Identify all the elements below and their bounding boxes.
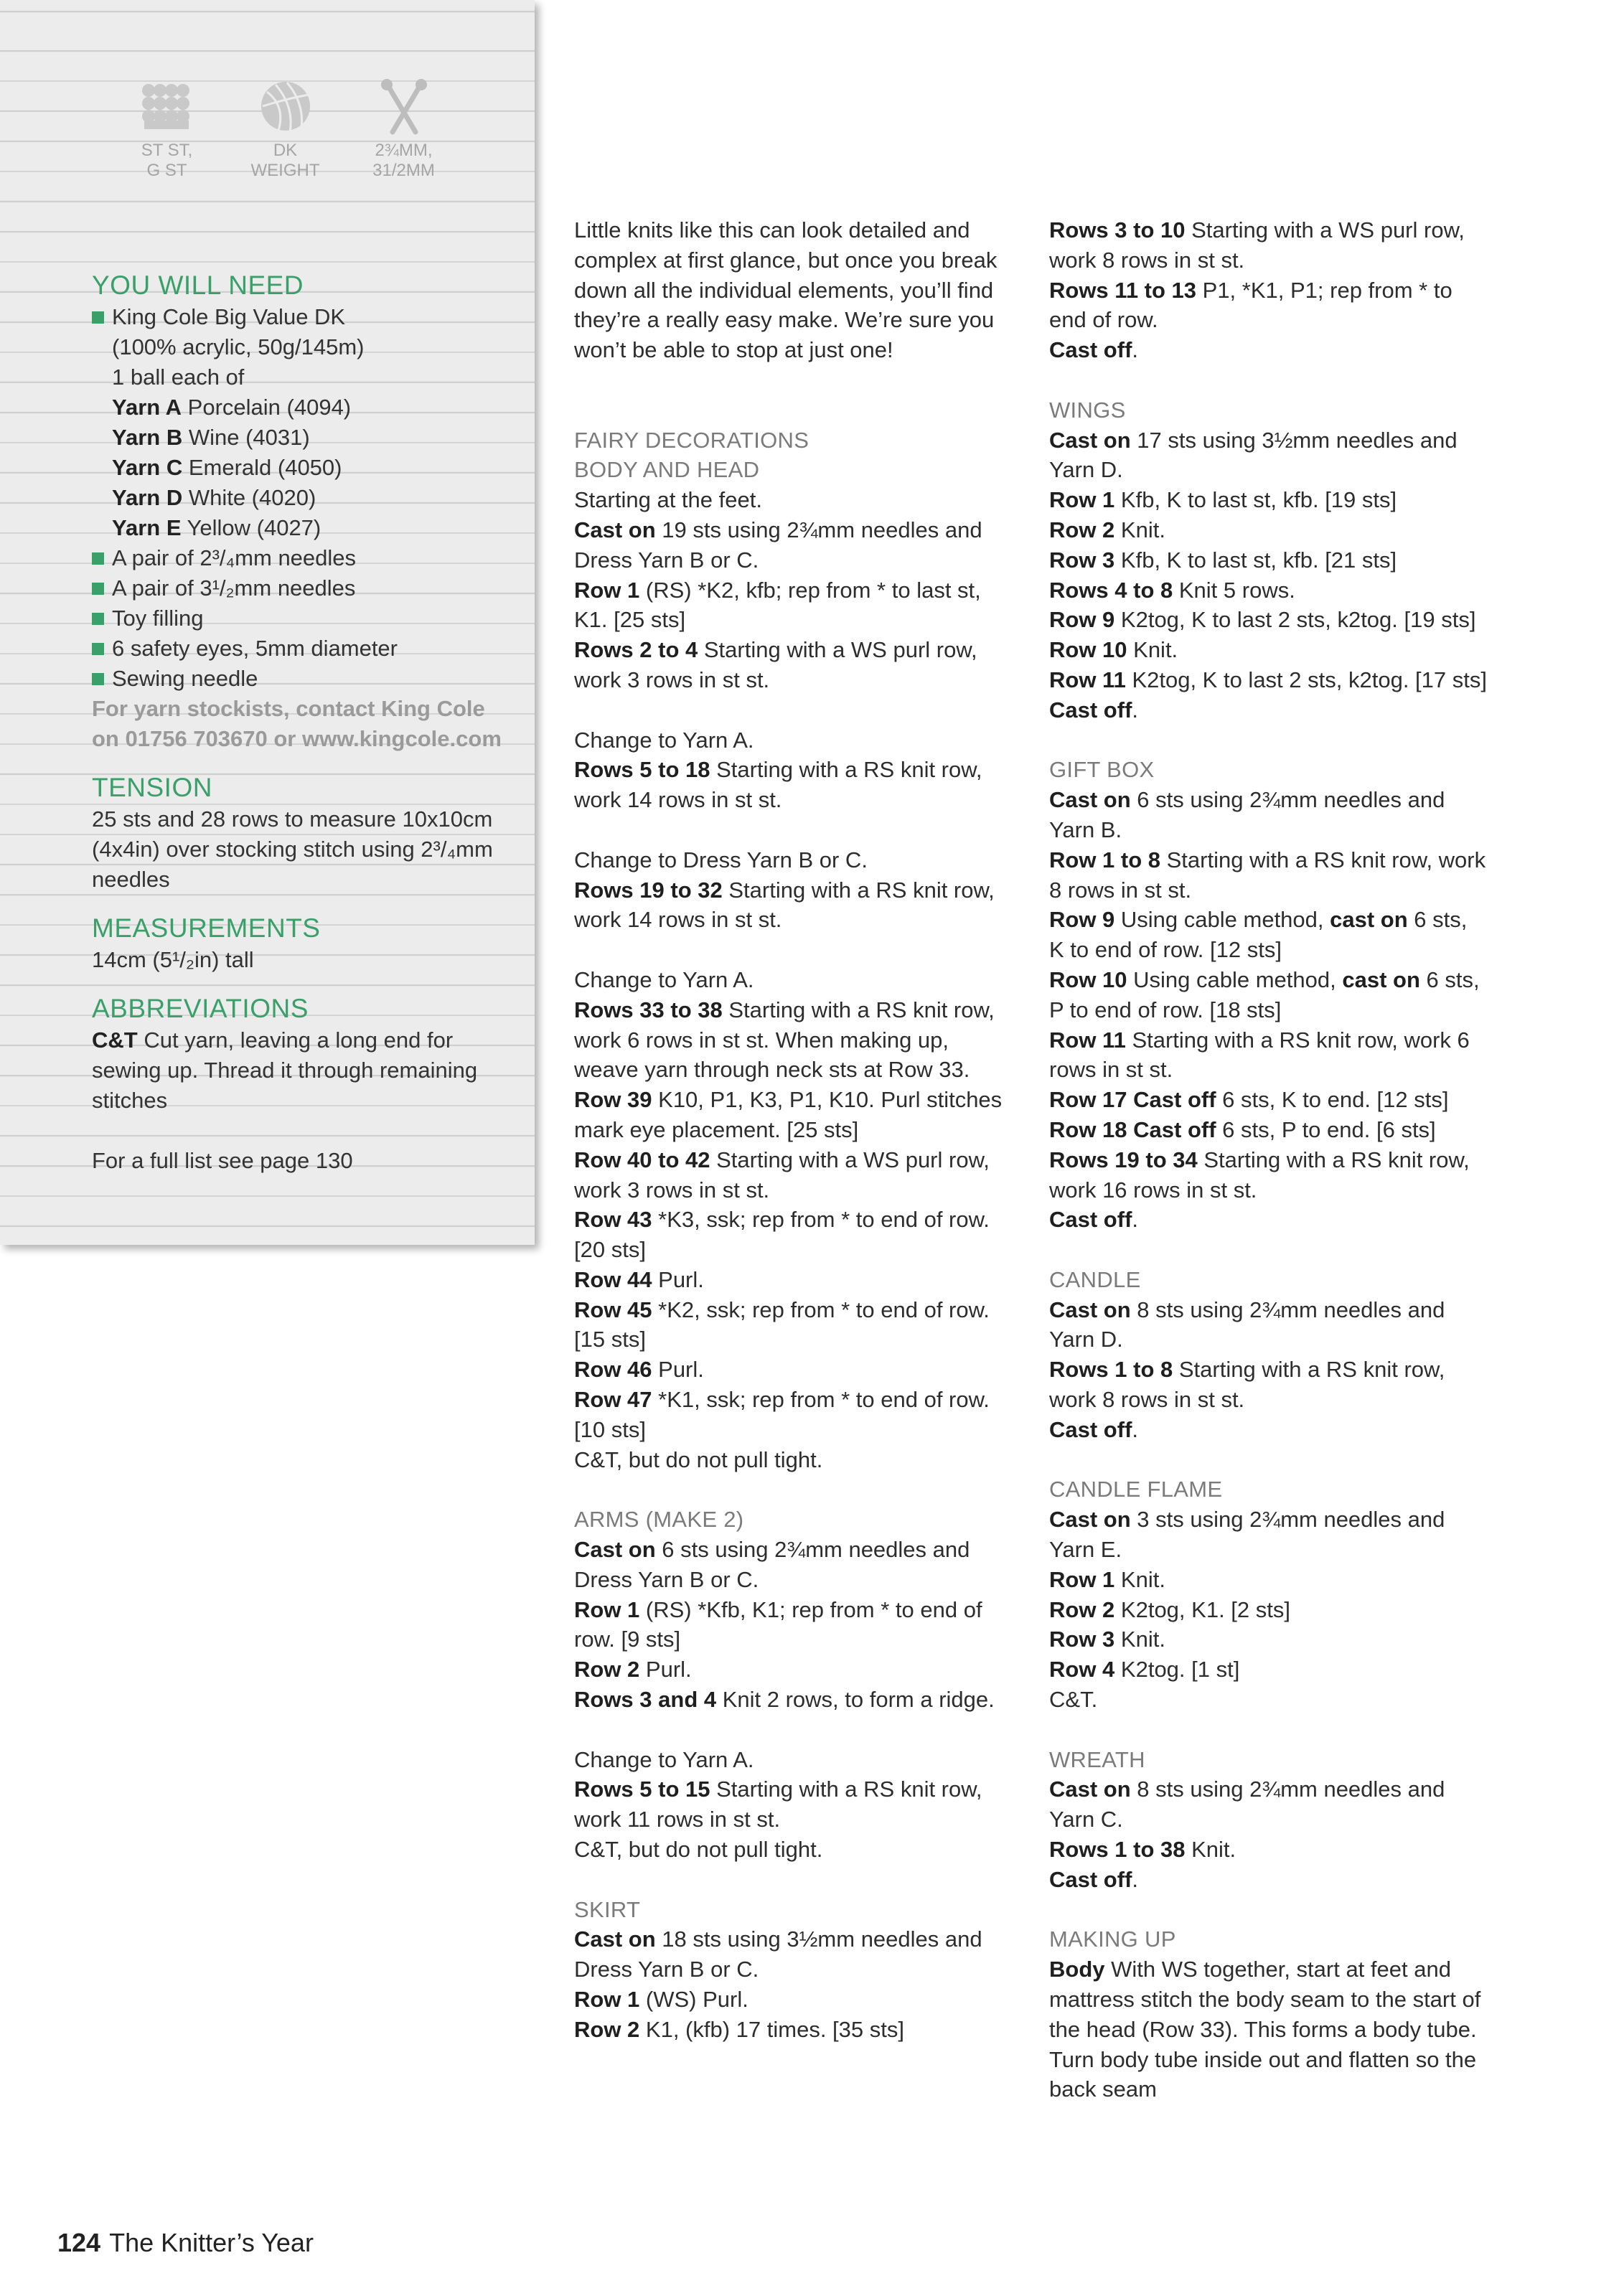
row-label: Row 39: [574, 1087, 652, 1113]
instruction-row: [574, 1085, 1012, 1145]
paragraph: C&T, but do not pull tight.: [574, 1837, 823, 1863]
yarn-label: Yarn B: [112, 425, 183, 450]
abbreviation-entry: [92, 1025, 515, 1116]
row-text: P1, *K1, P1; rep from * to end of row.: [1049, 277, 1452, 333]
row-label: Cast off: [1049, 1207, 1132, 1233]
paragraph: C&T, but do not pull tight.: [574, 1446, 823, 1472]
stitch-icon: [139, 77, 196, 135]
section-heading: BODY AND HEAD: [574, 457, 760, 483]
instruction-row: [574, 995, 1012, 1085]
row-label: Row 17 Cast off: [1049, 1087, 1216, 1113]
row-text: Kfb, K to last st, kfb. [21 sts]: [1114, 547, 1397, 573]
measurements-text: 14cm (5¹/₂in) tall: [92, 947, 254, 972]
instruction-row: [1049, 215, 1487, 276]
instruction-row: [1049, 1415, 1487, 1445]
yarn-value: Emerald (4050): [182, 455, 342, 480]
row-label: Row 2: [574, 2016, 640, 2042]
row-label: Cast on: [1049, 1297, 1131, 1322]
row-label: Rows 5 to 15: [574, 1777, 710, 1802]
row-label: Rows 1 to 8: [1049, 1357, 1173, 1383]
row-text: Knit.: [1114, 517, 1165, 542]
spacer: [1049, 1235, 1487, 1265]
instruction-row: [574, 1924, 1012, 1985]
list-item: [92, 302, 515, 332]
row-label: Rows 11 to 13: [1049, 277, 1197, 303]
row-text: Starting with a RS knit row, work 11 rows in st st.: [574, 1777, 982, 1832]
instruction-row: [1049, 1954, 1487, 2104]
caption-line: DK: [273, 141, 298, 160]
yarn-line: [92, 483, 515, 513]
instruction-row: [574, 1595, 1012, 1655]
yarn-value: White (4020): [182, 485, 316, 510]
instruction-row: [574, 1535, 1012, 1595]
instruction-row: [1049, 485, 1487, 515]
bullet-square-icon: [92, 613, 104, 625]
row-text: Knit 2 rows, to form a ridge.: [716, 1687, 995, 1713]
row-label: Row 3: [1049, 1627, 1115, 1652]
need-heading: YOU WILL NEED: [92, 270, 304, 300]
row-text: 6 sts using 2¾mm needles and Yarn B.: [1049, 787, 1445, 842]
row-label: Row 43: [574, 1207, 652, 1233]
row-text: .: [1132, 1207, 1139, 1233]
row-label: Cast on: [574, 1926, 656, 1952]
instruction-row: [574, 1385, 1012, 1445]
instruction-row: [1049, 695, 1487, 725]
instruction-row: [1049, 1865, 1487, 1895]
yarn-value: Porcelain (4094): [182, 395, 352, 420]
row-label: Row 11: [1049, 1027, 1126, 1053]
row-text: Starting with a WS purl row, work 3 rows in st st.: [574, 1147, 990, 1203]
yarn-ball-icon: [257, 77, 314, 135]
spacer: [1049, 725, 1487, 756]
row-label: Row 10: [1049, 966, 1127, 992]
row-text: Knit.: [1114, 1627, 1165, 1652]
instruction-row: [1049, 515, 1487, 545]
row-label: Row 1: [574, 577, 640, 603]
yarn-line: [92, 392, 515, 423]
row-text: K2tog, K1. [2 sts]: [1114, 1596, 1290, 1622]
instruction-row: [574, 635, 1012, 695]
abbreviations-heading: ABBREVIATIONS: [92, 994, 309, 1023]
list-item: [92, 573, 515, 603]
pattern-column-1: [574, 215, 1012, 2045]
row-label: Cast off: [1049, 1866, 1132, 1892]
yarn-value: Yellow (4027): [181, 515, 321, 540]
row-label: Rows 33 to 38: [574, 997, 723, 1022]
yarn-line: [92, 423, 515, 453]
abbr-text: Cut yarn, leaving a long end for sewing up. Thread it through remaining stitches: [92, 1027, 478, 1113]
instruction-row: [574, 515, 1012, 575]
instruction-row: [574, 755, 1012, 815]
weight-caption: [226, 141, 344, 181]
instruction-row: [1049, 276, 1487, 336]
instruction-row: [1049, 1085, 1487, 1115]
row-text: Using cable method,: [1114, 907, 1330, 933]
row-text: (RS) *Kfb, K1; rep from * to end of row. [9 sts]: [574, 1596, 982, 1652]
row-text: *K2, ssk; rep from * to end of row. [15 sts]: [574, 1297, 990, 1352]
paragraph: Change to Yarn A.: [574, 966, 754, 992]
spacer: [1049, 1895, 1487, 1925]
tension-text: 25 sts and 28 rows to measure 10x10cm (4x4in) over stocking stitch using 2³/₄mm needles: [92, 806, 493, 892]
row-text: 6 sts, K to end. [12 sts]: [1216, 1087, 1449, 1113]
row-label: Row 1: [574, 1987, 640, 2013]
instruction-row: [574, 875, 1012, 936]
spacer: [574, 395, 1012, 425]
spacer: [574, 1715, 1012, 1745]
row-text: Knit.: [1127, 637, 1178, 663]
row-label: Row 2: [574, 1657, 640, 1683]
bullet-square-icon: [92, 673, 104, 685]
instruction-row: [1049, 905, 1487, 965]
instruction-row: [574, 575, 1012, 636]
instruction-row: [1049, 845, 1487, 905]
instruction-row: [1049, 1655, 1487, 1685]
row-label: Cast on: [574, 1537, 656, 1563]
caption-line: ST ST,: [141, 141, 193, 160]
row-text: Starting with a RS knit row, work 16 rows in st st.: [1049, 1147, 1470, 1203]
yarn-line: [92, 453, 515, 483]
yarn-label: Yarn E: [112, 515, 182, 540]
instruction-row: [1049, 1295, 1487, 1355]
bullet-square-icon: [92, 311, 104, 324]
spacer: [1049, 1445, 1487, 1475]
yarn-label: Yarn D: [112, 485, 183, 510]
instruction-row: [1049, 575, 1487, 606]
row-text: K2tog, K to last 2 sts, k2tog. [19 sts]: [1114, 607, 1476, 633]
row-text: .: [1132, 1866, 1139, 1892]
paragraph: Change to Dress Yarn B or C.: [574, 847, 868, 872]
row-text: 3 sts using 2¾mm needles and Yarn E.: [1049, 1507, 1445, 1563]
row-label: Row 2: [1049, 517, 1115, 542]
paragraph: Starting at the feet.: [574, 487, 762, 513]
row-text: K10, P1, K3, P1, K10. Purl stitches mark eye placement. [25 sts]: [574, 1087, 1003, 1142]
spacer: [1049, 1715, 1487, 1745]
list-item: [92, 543, 515, 573]
item-text: Toy filling: [112, 606, 204, 631]
section-heading: CANDLE FLAME: [1049, 1477, 1223, 1502]
item-text: Sewing needle: [112, 666, 258, 691]
instruction-row: [1049, 1025, 1487, 1086]
caption-line: WEIGHT: [250, 161, 320, 180]
instruction-row: [574, 2015, 1012, 2045]
row-text: Starting with a RS knit row, work 6 rows in st st. When making up, weave yarn through neck sts at Row 33.: [574, 997, 995, 1083]
row-label: Cast on: [1049, 427, 1131, 453]
needle-info: [344, 77, 463, 181]
instruction-row: [1049, 605, 1487, 635]
row-label: Rows 19 to 32: [574, 877, 723, 903]
row-label: Row 1: [1049, 487, 1115, 513]
spacer: [574, 1865, 1012, 1895]
row-text: (WS) Purl.: [639, 1987, 748, 2013]
row-text: Starting with a RS knit row, work 14 rows in st st.: [574, 877, 995, 933]
paragraph: Little knits like this can look detailed and complex at first glance, but once you break down all the individual elements, you’ll find they’re a really easy make. We’re sure you won’t be able to stop at just one!: [574, 217, 998, 363]
row-label: Rows 1 to 38: [1049, 1837, 1186, 1863]
spacer: [574, 815, 1012, 845]
row-text: 6 sts, P to end. [6 sts]: [1216, 1116, 1436, 1142]
row-label: Row 3: [1049, 547, 1115, 573]
row-label: Row 44: [574, 1266, 652, 1292]
row-label: Row 9: [1049, 907, 1115, 933]
pattern-column-2: [1049, 215, 1487, 2104]
instruction-row: [1049, 1595, 1487, 1625]
instruction-row: [574, 1685, 1012, 1715]
stitch-info: [108, 77, 226, 181]
row-text: .: [1132, 1416, 1139, 1442]
needles-icon: [375, 77, 433, 135]
instruction-row: [574, 1774, 1012, 1835]
list-item: [92, 603, 515, 634]
row-label: Row 46: [574, 1357, 652, 1383]
book-title: The Knitter’s Year: [109, 2228, 314, 2257]
row-label: Cast off: [1049, 697, 1132, 723]
tension-heading: TENSION: [92, 773, 212, 802]
instruction-row: [1049, 1505, 1487, 1565]
instruction-row: [1049, 545, 1487, 575]
row-label: Rows 2 to 4: [574, 637, 698, 663]
row-label: Row 1 to 8: [1049, 847, 1161, 872]
stockists-note: For yarn stockists, contact King Cole on 01756 703670 or www.kingcole.com: [92, 696, 502, 751]
paragraph: Change to Yarn A.: [574, 727, 754, 753]
row-text: *K1, ssk; rep from * to end of row. [10 sts]: [574, 1387, 990, 1442]
row-text: K1, (kfb) 17 times. [35 sts]: [639, 2016, 904, 2042]
info-card: [0, 0, 535, 1245]
instruction-row: [1049, 1205, 1487, 1235]
row-text: Purl.: [652, 1357, 704, 1383]
bullet-square-icon: [92, 583, 104, 595]
row-label: Row 10: [1049, 637, 1127, 663]
row-text: Using cable method,: [1127, 966, 1343, 992]
spacer: [574, 695, 1012, 725]
row-label: Row 4: [1049, 1657, 1115, 1683]
page-footer: [57, 2228, 314, 2258]
row-text: 6 sts, P to end of row. [18 sts]: [1049, 966, 1480, 1022]
weight-info: [226, 77, 344, 181]
instruction-row: [574, 1655, 1012, 1685]
instruction-row: [1049, 335, 1487, 365]
row-label: Cast off: [1049, 1416, 1132, 1442]
instruction-row: [1049, 785, 1487, 845]
page-number: 124: [57, 2228, 101, 2257]
row-text: Kfb, K to last st, kfb. [19 sts]: [1114, 487, 1397, 513]
bullet-square-icon: [92, 643, 104, 655]
row-text: Starting with a RS knit row, work 8 rows in st st.: [1049, 1357, 1445, 1413]
row-text: *K3, ssk; rep from * to end of row. [20 sts]: [574, 1207, 990, 1263]
row-label: Rows 4 to 8: [1049, 577, 1173, 603]
row-text: 6 sts, K to end of row. [12 sts]: [1049, 907, 1468, 963]
section-heading: MAKING UP: [1049, 1926, 1176, 1952]
section-heading: ARMS (MAKE 2): [574, 1507, 744, 1533]
section-heading: GIFT BOX: [1049, 757, 1155, 783]
row-label: cast on: [1342, 966, 1420, 992]
icon-row: [108, 77, 463, 181]
row-label: Rows 5 to 18: [574, 757, 710, 783]
full-list-note: For a full list see page 130: [92, 1148, 353, 1173]
row-label: Cast off: [1049, 337, 1132, 363]
stitch-caption: [108, 141, 226, 181]
item-text: 6 safety eyes, 5mm diameter: [112, 636, 398, 661]
row-text: K2tog, K to last 2 sts, k2tog. [17 sts]: [1125, 667, 1487, 692]
row-text: Purl.: [652, 1266, 704, 1292]
row-label: Row 40 to 42: [574, 1147, 710, 1172]
list-item: [92, 664, 515, 694]
spacer: [574, 365, 1012, 395]
spacer: [1049, 365, 1487, 395]
instruction-row: [1049, 1774, 1487, 1835]
instruction-row: [1049, 1624, 1487, 1655]
instruction-row: [574, 1265, 1012, 1295]
row-text: 17 sts using 3½mm needles and Yarn D.: [1049, 427, 1458, 483]
row-label: Row 1: [574, 1596, 640, 1622]
section-heading: SKIRT: [574, 1896, 641, 1922]
yarn-each: 1 ball each of: [112, 364, 245, 390]
instruction-row: [1049, 1145, 1487, 1205]
instruction-row: [574, 1205, 1012, 1265]
instruction-row: [1049, 1355, 1487, 1415]
paragraph: Change to Yarn A.: [574, 1746, 754, 1772]
row-text: Starting with a RS knit row, work 8 rows in st st.: [1049, 847, 1486, 903]
measurements-heading: MEASUREMENTS: [92, 913, 321, 943]
instruction-row: [1049, 425, 1487, 486]
section-heading: WINGS: [1049, 397, 1126, 423]
section-heading: CANDLE: [1049, 1266, 1141, 1292]
row-text: Starting with a WS purl row, work 3 rows in st st.: [574, 637, 977, 692]
row-label: Cast on: [574, 517, 656, 542]
row-label: Cast on: [1049, 1777, 1131, 1802]
section-heading: WREATH: [1049, 1746, 1145, 1772]
yarn-value: Wine (4031): [182, 425, 310, 450]
instruction-row: [1049, 665, 1487, 695]
row-text: (RS) *K2, kfb; rep from * to last st, K1. [25 sts]: [574, 577, 981, 633]
row-text: Starting with a RS knit row, work 14 rows in st st.: [574, 757, 982, 813]
instruction-row: [1049, 1115, 1487, 1145]
instruction-row: [1049, 965, 1487, 1025]
row-text: 18 sts using 3½mm needles and Dress Yarn B or C.: [574, 1926, 982, 1982]
row-label: Cast on: [1049, 1507, 1131, 1533]
instruction-row: [1049, 635, 1487, 665]
section-heading: FAIRY DECORATIONS: [574, 427, 809, 453]
row-label: Row 18 Cast off: [1049, 1116, 1216, 1142]
yarn-label: Yarn A: [112, 395, 182, 420]
row-label: Rows 19 to 34: [1049, 1147, 1198, 1172]
row-label: Body: [1049, 1957, 1105, 1982]
row-text: K2tog. [1 st]: [1114, 1657, 1240, 1683]
row-label: Row 45: [574, 1297, 652, 1322]
yarn-detail: (100% acrylic, 50g/145m): [112, 334, 365, 359]
abbr-term: C&T: [92, 1027, 138, 1053]
row-label: Row 1: [1049, 1566, 1115, 1592]
list-item: [92, 634, 515, 664]
item-text: A pair of 3¹/₂mm needles: [112, 575, 356, 601]
row-text: .: [1132, 337, 1139, 363]
row-text: With WS together, start at feet and mattress stitch the body seam to the start of the head (Row 33). This forms a body tube. Turn body tube inside out and flatten so the back seam: [1049, 1957, 1481, 2102]
caption-line: G ST: [146, 161, 187, 180]
row-text: 6 sts using 2¾mm needles and Dress Yarn B or C.: [574, 1537, 970, 1592]
instruction-row: [574, 1355, 1012, 1385]
row-label: Row 9: [1049, 607, 1115, 633]
bullet-square-icon: [92, 552, 104, 565]
paragraph: C&T.: [1049, 1687, 1098, 1713]
yarn-label: Yarn C: [112, 455, 183, 480]
item-text: King Cole Big Value DK: [112, 304, 346, 329]
yarn-line: [92, 513, 515, 543]
instruction-row: [1049, 1835, 1487, 1865]
spacer: [574, 1474, 1012, 1505]
row-label: Row 47: [574, 1387, 652, 1413]
row-text: 8 sts using 2¾mm needles and Yarn D.: [1049, 1297, 1445, 1352]
row-label: Rows 3 and 4: [574, 1687, 717, 1713]
row-text: Starting with a WS purl row, work 8 rows in st st.: [1049, 217, 1465, 273]
instruction-row: [574, 1145, 1012, 1205]
row-text: Knit.: [1185, 1837, 1236, 1863]
instruction-row: [574, 1985, 1012, 2015]
row-label: cast on: [1330, 907, 1408, 933]
row-label: Row 11: [1049, 667, 1126, 692]
row-text: 8 sts using 2¾mm needles and Yarn C.: [1049, 1777, 1445, 1832]
spacer: [574, 935, 1012, 965]
needle-caption: [344, 141, 463, 181]
row-text: Knit 5 rows.: [1173, 577, 1295, 603]
instruction-row: [1049, 1565, 1487, 1595]
row-label: Cast on: [1049, 787, 1131, 813]
item-text: A pair of 2³/₄mm needles: [112, 545, 357, 570]
row-label: Rows 3 to 10: [1049, 217, 1186, 243]
row-label: Row 2: [1049, 1596, 1115, 1622]
row-text: Purl.: [639, 1657, 692, 1683]
caption-line: 2¾MM,: [375, 141, 433, 160]
sidebar-text: [92, 269, 515, 1176]
row-text: .: [1132, 697, 1139, 723]
caption-line: 31/2MM: [372, 161, 435, 180]
row-text: Starting with a RS knit row, work 6 rows in st st.: [1049, 1027, 1470, 1083]
instruction-row: [574, 1295, 1012, 1355]
row-text: 19 sts using 2¾mm needles and Dress Yarn B or C.: [574, 517, 982, 573]
row-text: Knit.: [1114, 1566, 1165, 1592]
